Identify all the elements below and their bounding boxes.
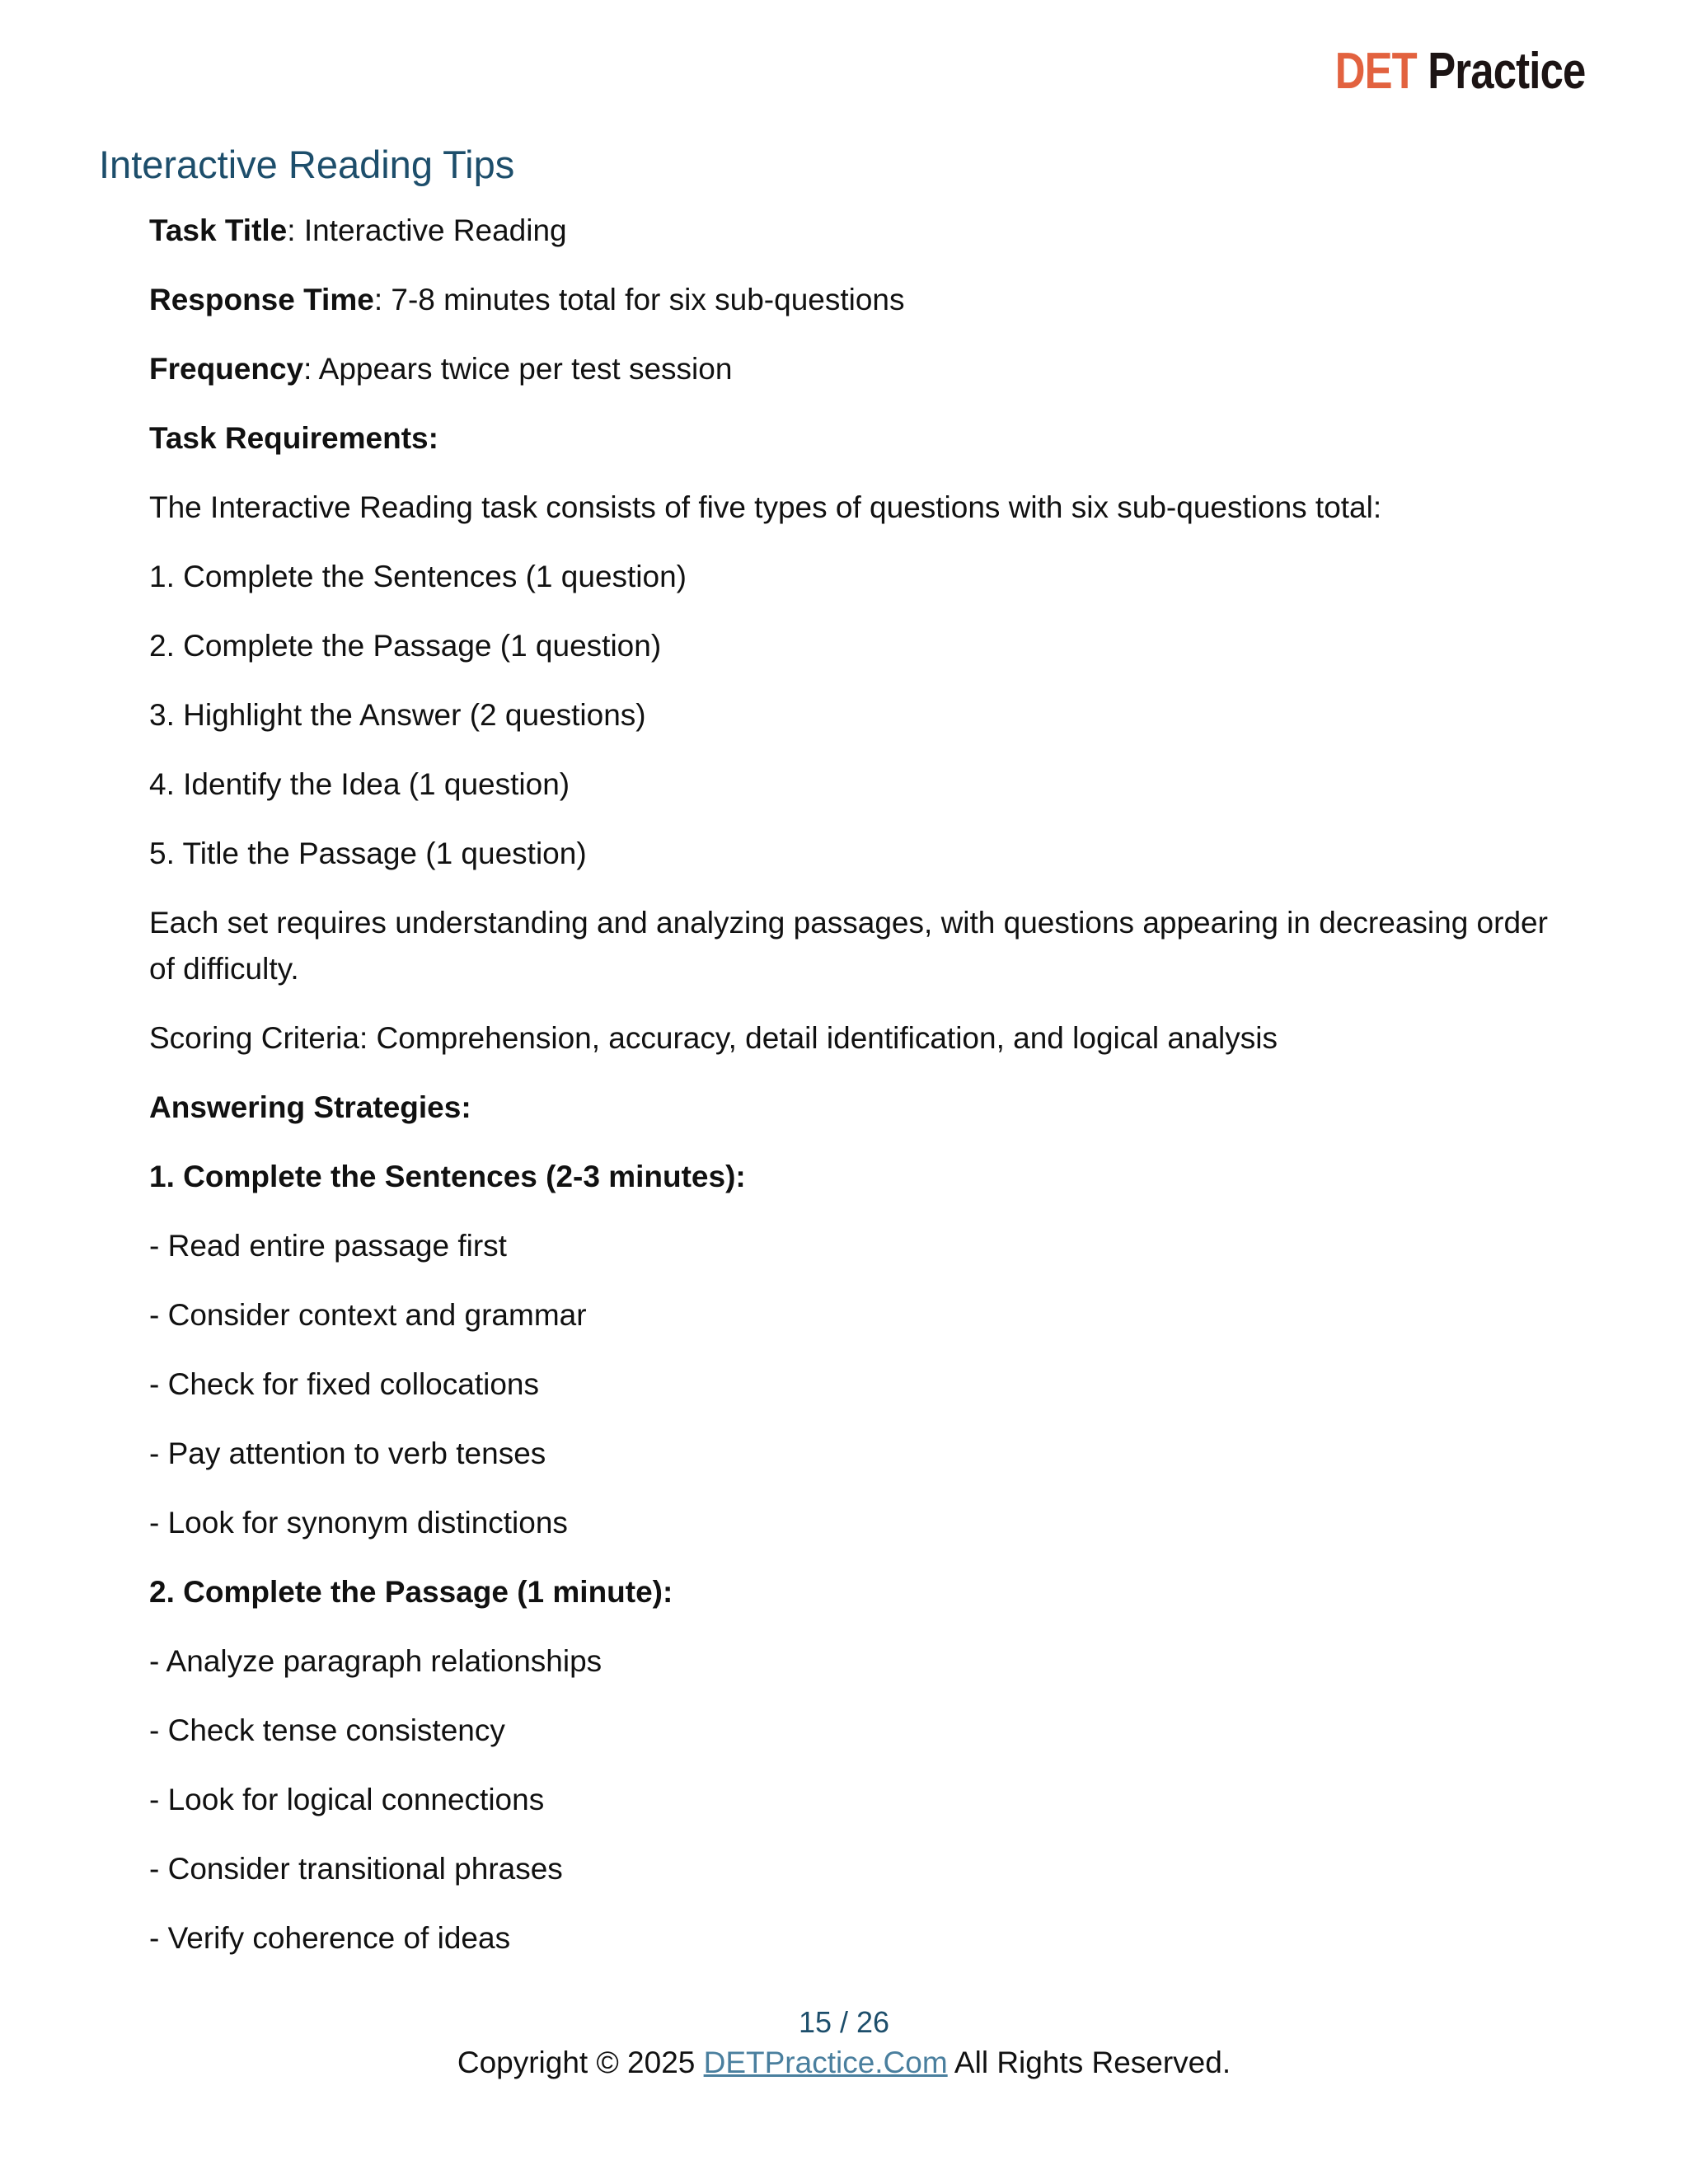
requirements-intro: The Interactive Reading task consists of five types of questions with six sub-questions total: <box>149 490 1382 524</box>
strategy-tip: - Check for fixed collocations <box>149 1367 539 1401</box>
response-time-label: Response Time <box>149 283 374 316</box>
requirement-item: 2. Complete the Passage (1 question) <box>149 629 662 663</box>
response-time-line <box>149 277 1550 323</box>
det-practice-logo <box>1335 43 1586 101</box>
requirements-heading: Task Requirements: <box>149 421 438 455</box>
task-title-label: Task Title <box>149 213 288 247</box>
copyright-suffix: All Rights Reserved. <box>947 2046 1231 2079</box>
page-heading: Interactive Reading Tips <box>99 143 515 186</box>
strategy-tip: - Pay attention to verb tenses <box>149 1436 546 1470</box>
frequency-line <box>149 346 1550 392</box>
strategy-tip: - Look for synonym distinctions <box>149 1506 568 1540</box>
strategy-section-title: 2. Complete the Passage (1 minute): <box>149 1575 673 1609</box>
requirement-item: 4. Identify the Idea (1 question) <box>149 767 570 801</box>
copyright-notice <box>0 2042 1688 2083</box>
logo-accent-text: DET <box>1335 43 1418 100</box>
strategy-tip: - Verify coherence of ideas <box>149 1921 511 1955</box>
copyright-prefix: Copyright © 2025 <box>457 2046 704 2079</box>
strategies-heading: Answering Strategies: <box>149 1090 471 1124</box>
strategy-tip: - Check tense consistency <box>149 1713 505 1747</box>
frequency-label: Frequency <box>149 352 304 386</box>
requirement-item: 1. Complete the Sentences (1 question) <box>149 560 687 593</box>
strategy-tip: - Read entire passage first <box>149 1229 507 1263</box>
requirement-item: 5. Title the Passage (1 question) <box>149 837 587 870</box>
task-title-line <box>149 208 1550 254</box>
strategy-section-title: 1. Complete the Sentences (2-3 minutes): <box>149 1160 746 1193</box>
strategy-tip: - Look for logical connections <box>149 1783 545 1816</box>
logo-rest-text: Practice <box>1417 43 1586 100</box>
frequency-value: : Appears twice per test session <box>303 352 733 386</box>
page-number: 15 / 26 <box>798 2005 890 2039</box>
requirement-item: 3. Highlight the Answer (2 questions) <box>149 698 646 732</box>
scoring-criteria: Scoring Criteria: Comprehension, accuracy, detail identification, and logical analysis <box>149 1021 1278 1055</box>
requirements-summary: Each set requires understanding and analyzing passages, with questions appearing in decreasing order of difficulty. <box>149 906 1548 986</box>
website-link[interactable]: DETPractice.Com <box>703 2046 948 2079</box>
response-time-value: : 7-8 minutes total for six sub-questions <box>373 283 905 316</box>
task-title-value: : Interactive Reading <box>287 213 567 247</box>
main-content <box>149 208 1550 1985</box>
strategy-tip: - Analyze paragraph relationships <box>149 1644 603 1678</box>
strategy-tip: - Consider transitional phrases <box>149 1852 563 1886</box>
strategy-tip: - Consider context and grammar <box>149 1298 587 1332</box>
